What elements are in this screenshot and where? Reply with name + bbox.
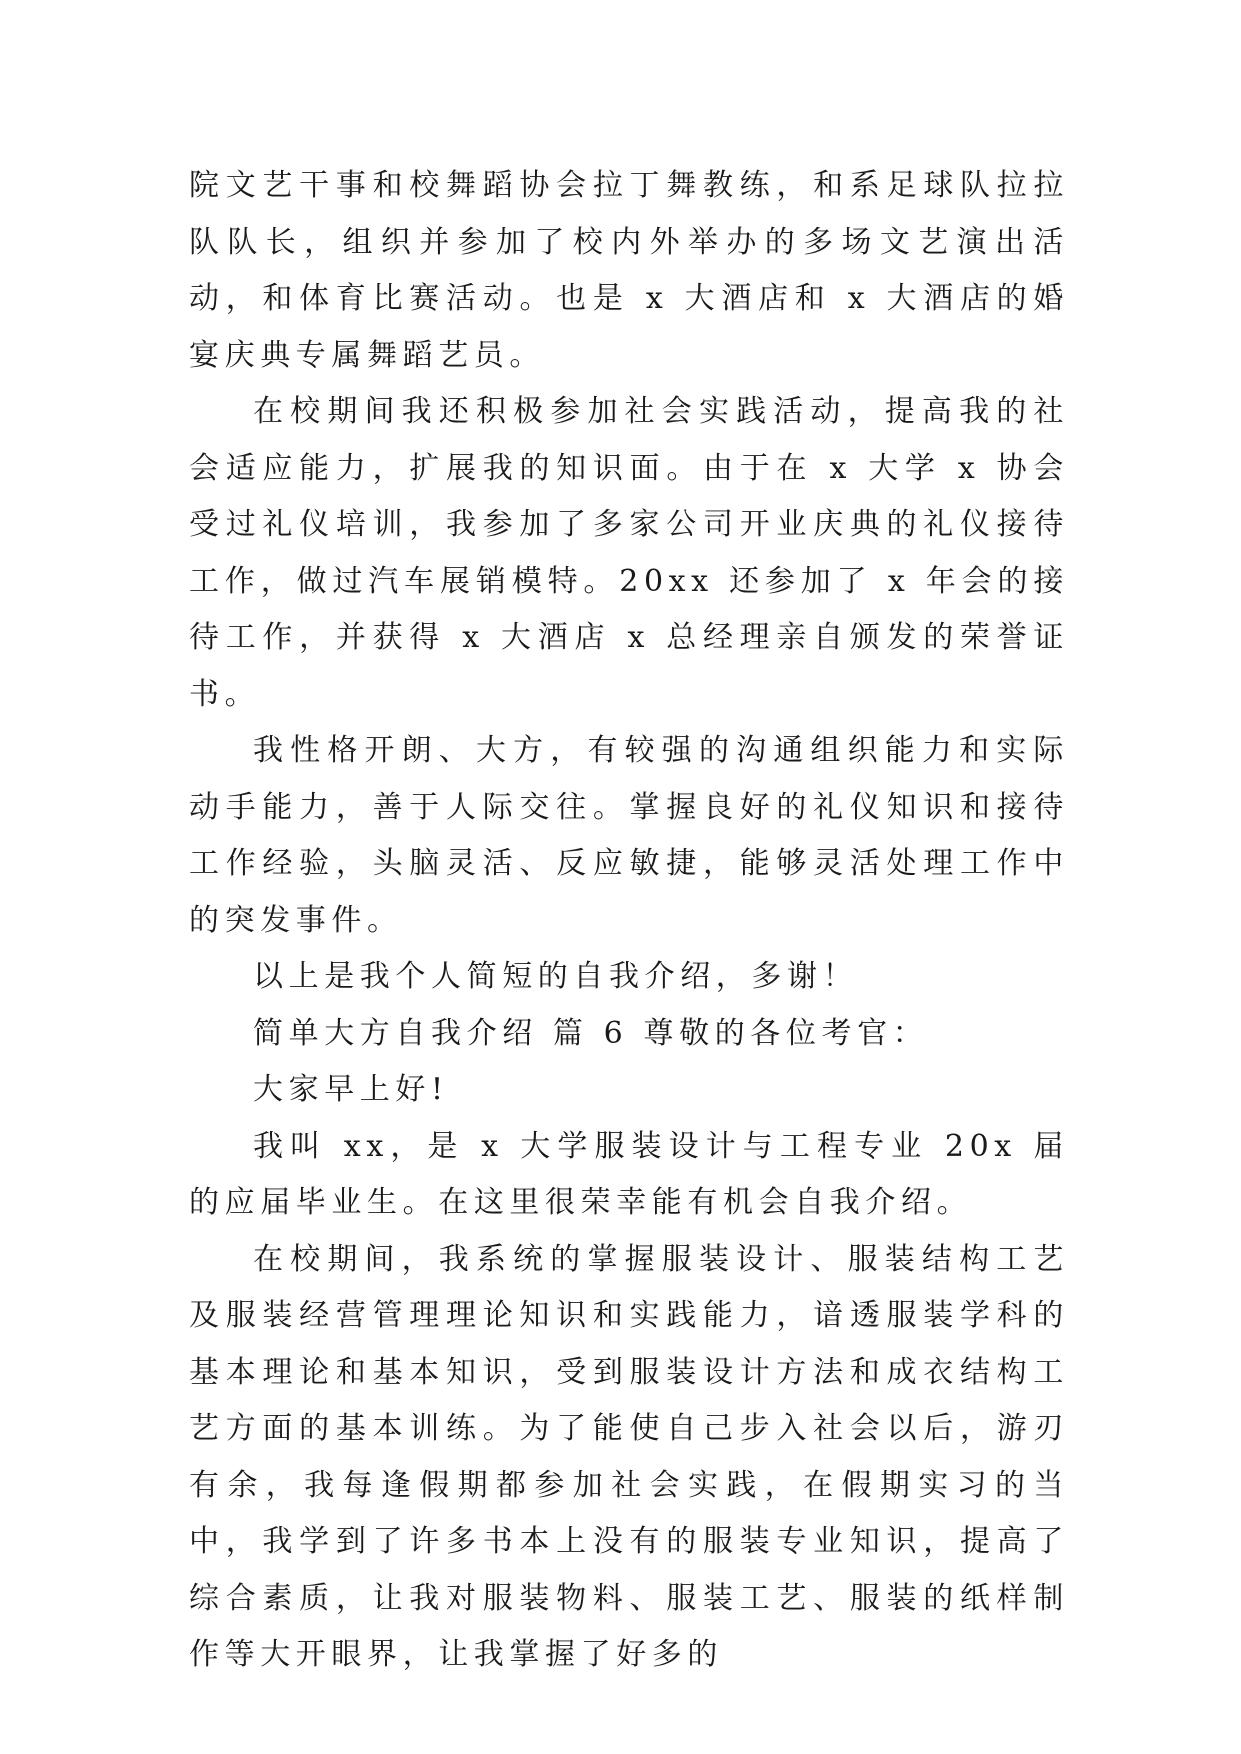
paragraph-closing: 以上是我个人简短的自我介绍，多谢！ xyxy=(253,959,859,994)
paragraph-introduction: 我叫 xx，是 x 大学服装设计与工程专业 20x 届的应届毕业生。在这里很荣幸能有机会自我介绍。 xyxy=(189,1128,1069,1220)
paragraph-social-practice: 在校期间我还积极参加社会实践活动，提高我的社会适应能力，扩展我的知识面。由于在 x 大学 x 协会受过礼仪培训，我参加了多家公司开业庆典的礼仪接待工作，做过汽车展销模特。20xx 还参加了 x 年会的接待工作，并获得 x 大酒店 x 总经理亲自颁发的荣誉证书。 xyxy=(189,394,1069,712)
section-heading: 简单大方自我介绍 篇 6 尊敬的各位考官： xyxy=(253,1015,929,1051)
paragraph-continued: 院文艺干事和校舞蹈协会拉丁舞教练，和系足球队拉拉队队长，组织并参加了校内外举办的多场文艺演出活动，和体育比赛活动。也是 x 大酒店和 x 大酒店的婚宴庆典专属舞蹈艺员。 xyxy=(189,168,1069,373)
paragraph-greeting: 大家早上好! xyxy=(253,1072,449,1107)
document-body xyxy=(189,158,1069,1684)
paragraph-studies: 在校期间，我系统的掌握服装设计、服装结构工艺及服装经营管理理论知识和实践能力，谙透服装学科的基本理论和基本知识，受到服装设计方法和成衣结构工艺方面的基本训练。为了能使自己步入社会以后，游刃有余，我每逢假期都参加社会实践，在假期实习的当中，我学到了许多书本上没有的服装专业知识，提高了综合素质，让我对服装物料、服装工艺、服装的纸样制作等大开眼界，让我掌握了好多的 xyxy=(189,1241,1069,1672)
paragraph-personality: 我性格开朗、大方，有较强的沟通组织能力和实际动手能力，善于人际交往。掌握良好的礼仪知识和接待工作经验，头脑灵活、反应敏捷，能够灵活处理工作中的突发事件。 xyxy=(189,733,1069,938)
